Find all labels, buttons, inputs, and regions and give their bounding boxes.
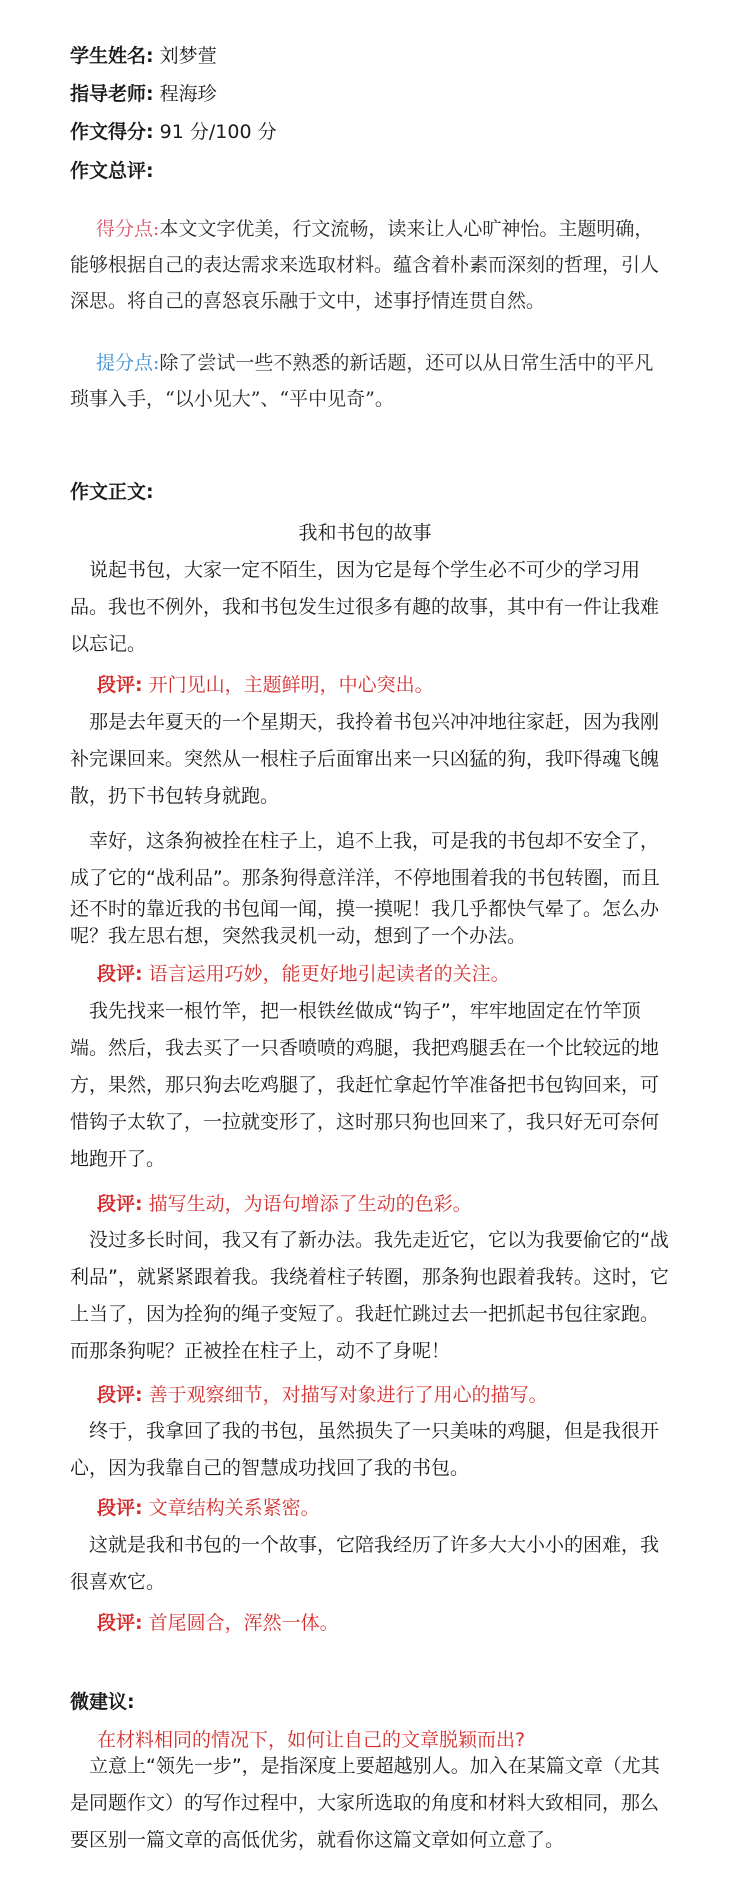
- student-name-line: [70, 42, 217, 70]
- overall-review-heading: 作文总评:: [70, 160, 154, 182]
- teacher-value: 程海珍: [159, 83, 217, 105]
- paragraph-comment-3: [97, 1190, 472, 1218]
- student-name-label: 学生姓名:: [70, 45, 154, 67]
- comment-text: 首尾圆合，浑然一体。: [148, 1612, 339, 1634]
- comment-text: 善于观察细节，对描写对象进行了用心的描写。: [148, 1384, 548, 1406]
- comment-label: 段评:: [97, 1193, 143, 1215]
- improve-text: 除了尝试一些不熟悉的新话题，还可以从日常生活中的平凡琐事入手，“以小见大”、“平中见奇”。: [70, 352, 654, 410]
- essay-paragraph-7: 这就是我和书包的一个故事，它陪我经历了许多大大小小的困难，我很喜欢它。: [70, 1534, 660, 1593]
- comment-text: 语言运用巧妙，能更好地引起读者的关注。: [148, 963, 510, 985]
- essay-paragraph-5: 没过多长时间，我又有了新办法。我先走近它，它以为我要偷它的“战利品”，就紧紧跟着我。我绕着柱子转圈，那条狗也跟着我转。这时，它上当了，因为拴狗的绳子变短了。我赶忙跳过去一把抓起书包往家跑。而那条狗呢？正被拴在柱子上，动不了身呢！: [70, 1229, 669, 1362]
- paragraph-comment-4: [97, 1381, 548, 1409]
- strength-text: 本文文字优美，行文流畅，读来让人心旷神怡。主题明确，能够根据自己的表达需求来选取材料。蕴含着朴素而深刻的哲理，引人深思。将自己的喜怒哀乐融于文中，述事抒情连贯自然。: [70, 218, 660, 312]
- essay-paragraph-4: 我先找来一根竹竿，把一根铁丝做成“钩子”，牢牢地固定在竹竿顶端。然后，我去买了一只香喷喷的鸡腿，我把鸡腿丢在一个比较远的地方，果然，那只狗去吃鸡腿了，我赶忙拿起竹竿准备把书包钩回来，可惜钩子太软了，一拉就变形了，这时那只狗也回来了，我只好无可奈何地跑开了。: [70, 1000, 660, 1170]
- comment-text: 描写生动，为语句增添了生动的色彩。: [148, 1193, 472, 1215]
- score-line: [70, 118, 277, 146]
- advice-question: 在材料相同的情况下，如何让自己的文章脱颖而出?: [97, 1729, 526, 1751]
- comment-label: 段评:: [97, 1612, 143, 1634]
- student-name-value: 刘梦萱: [159, 45, 217, 67]
- comment-label: 段评:: [97, 1497, 143, 1519]
- paragraph-comment-2: [97, 960, 510, 988]
- essay-paragraph-2: 那是去年夏天的一个星期天，我拎着书包兴冲冲地往家赶，因为我刚补完课回来。突然从一根柱子后面窜出来一只凶猛的狗，我吓得魂飞魄散，扔下书包转身就跑。: [70, 711, 660, 807]
- essay-paragraph-6: 终于，我拿回了我的书包，虽然损失了一只美味的鸡腿，但是我很开心，因为我靠自己的智慧成功找回了我的书包。: [70, 1420, 660, 1479]
- teacher-label: 指导老师:: [70, 83, 154, 105]
- essay-paragraph-3b: 还不时的靠近我的书包闻一闻，摸一摸呢！我几乎都快气晕了。怎么办呢？我左思右想，突然我灵机一动，想到了一个办法。: [70, 898, 660, 947]
- score-label: 作文得分:: [70, 121, 154, 143]
- advice-text: 立意上“领先一步”，是指深度上要超越别人。加入在某篇文章（尤其是同题作文）的写作过程中，大家所选取的角度和材料大致相同，那么要区别一篇文章的高低优劣，就看你这篇文章如何立意了。: [70, 1755, 660, 1851]
- paragraph-comment-1: [97, 671, 434, 699]
- strength-review: [70, 211, 670, 319]
- strength-label: 得分点:: [96, 218, 160, 240]
- comment-label: 段评:: [97, 963, 143, 985]
- essay-paragraph-1: 说起书包，大家一定不陌生，因为它是每个学生必不可少的学习用品。我也不例外，我和书包发生过很多有趣的故事，其中有一件让我难以忘记。: [70, 559, 660, 655]
- essay-heading: 作文正文:: [70, 481, 154, 503]
- essay-paragraph-3a: 幸好，这条狗被拴在柱子上，追不上我，可是我的书包却不安全了，成了它的“战利品”。那条狗得意洋洋，不停地围着我的书包转圈，而且: [70, 830, 660, 889]
- score-value: 91 分/100 分: [159, 121, 277, 143]
- advice-heading: 微建议:: [70, 1691, 135, 1713]
- comment-label: 段评:: [97, 1384, 143, 1406]
- improve-label: 提分点:: [96, 352, 160, 374]
- teacher-line: [70, 80, 217, 108]
- comment-text: 开门见山，主题鲜明，中心突出。: [148, 674, 434, 696]
- improve-review: [70, 345, 670, 417]
- comment-text: 文章结构关系紧密。: [148, 1497, 320, 1519]
- paragraph-comment-6: [97, 1609, 339, 1637]
- comment-label: 段评:: [97, 674, 143, 696]
- paragraph-comment-5: [97, 1494, 320, 1522]
- essay-title: 我和书包的故事: [298, 522, 432, 544]
